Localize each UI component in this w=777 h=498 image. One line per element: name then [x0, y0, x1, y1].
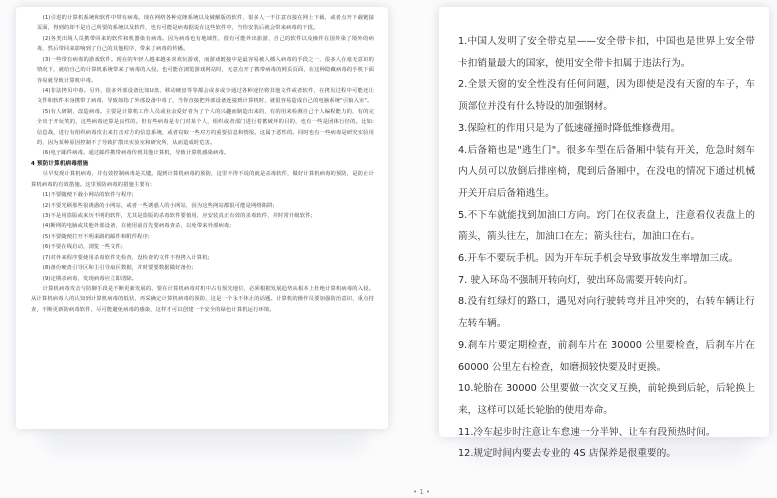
- paragraph: 计算机病毒攻击与防御手段是不断更新发展的，要在计算机病毒对机中占有预先地位，必须根据发展趋势从根本上杜绝计算机病毒的入侵。从计算机病毒人的认知到计算机病毒的低状，再采确定计算机病毒的预防，这是一个永不休止的话题。计算机的操作员要加强防治意识，重点持查，不断更新防病毒软件，尽可能避免病毒的感染，这样才可以创建一个安全的绿色计算机运行环境。: [31, 285, 374, 313]
- list-item: 2.全景天窗的安全性没有任何问题，因为即使是没有天窗的车子，车顶部位并没有什么特设的加强钢材。: [458, 79, 755, 113]
- paragraph: (5)有人研制，改造病毒。主要是计算机工作人员或业余爱好者为了个人的兴趣而制造出来的，有的用来检测自己个人编程能力的，有的完全出于开玩笑的，这些病毒还算是良性的。但有些病毒是专门对某个人，组织或者部门进行着蓄破坏的目的，也有一些是团体行径的。比如:信息战，进行有组织病毒攻击来打击对方的信息系统，或者窃取一些对方的重要信息和情报。这属于恶性的。同时也有一些病毒是研究实验用的，因为某种原因控制不了导致扩散出实验室和研究所，从而造成时危害。: [36, 108, 374, 147]
- right-document-page: [439, 7, 769, 460]
- paragraph: (3)一些带有病毒的游戏软件。现在的年轻人越来越多喜欢玩游戏，而游戏链接中是最容易被人插入病毒的手段之一，很多人在毫无意识的情况下，就给自己的计算机系统带来了病毒的入侵。也可能在浏览游戏网站时，无意点开了携带病毒的网页页面，在这种隐藏病毒的手机下面容易就导致计算机中毒。: [36, 56, 374, 84]
- list-item: 10.轮胎在 30000 公里要做一次交叉互换，前轮换到后轮，后轮换上来，这样可以延长轮胎的使用寿命。: [458, 383, 755, 416]
- paragraph: (9)定期杀病毒，发现病毒应立即清除。: [42, 275, 138, 282]
- paragraph: (4)非法拷贝中毒。另外，很多外部设备比如U盘，移动硬盘等等都会或多或少通过各种途径将其他文件或者软件，在拷贝过程中可能还让文件和软件本身携带了病毒，导致如指了外部设备中毒了，当你直接把外部设备连接到计算机时，就很容易造成自己的电脑系统"引狼入室"。: [36, 87, 374, 105]
- left-document-page: [16, 7, 388, 429]
- right-document-body: [458, 31, 755, 465]
- left-page-shadow: [40, 428, 370, 452]
- paragraph: (5)不要随便打开不明来路的邮件和附件程序;: [42, 233, 150, 240]
- list-item: 8.没有红绿灯的路口，遇见对向行驶转弯并且冲突的，右转车辆让行左转车辆。: [458, 296, 755, 330]
- paragraph: (1)引进的计算机系统和软件中带有病毒。现在网络各种克隆系统以及破解版的软件，很多人一不注意直接在网上下载，或者点开下载链接页面，得到的却不是自己所要的系统以及软件，也有可能是病毒据说在这些软件中，当你安装后就会带来病毒的干扰。: [36, 15, 374, 32]
- paragraph: (8)备份硬盘引导区和主引导扇区数据，并时要要数据做好备份;: [42, 265, 194, 272]
- list-item: 1.中国人发明了安全带克星——安全带卡扣，中国也是世界上安全带卡扣销量最大的国家，使用安全带卡扣属于违法行为。: [458, 36, 755, 69]
- paragraph: (6)电子邮件病毒。通过邮件携带病毒传到其他计算机，导致计算机感染病毒。: [42, 150, 230, 157]
- paragraph: (4)断网的电脑或其他外部设备，在使用前首先要病毒查杀，以免带来外部病毒;: [42, 223, 232, 230]
- list-item: 7. 驶入环岛不强制开转向灯，驶出环岛需要开转向灯。: [458, 274, 694, 286]
- list-item: 6.开车不要玩手机。因为开车玩手机会导致事故发生率增加三成。: [458, 253, 739, 265]
- list-item: 4.后备箱也是"逃生门"。很多车型在后备厢中装有开关，危急时刻车内人员可以放倒后排座椅，爬到后备厢中，在没电的情况下通过机械开关开启后备箱逃生。: [458, 144, 755, 199]
- list-item: 5.不下车就能找到加油口方向。窍门在仪表盘上，注意看仪表盘上的箭头，箭头往左，加油口在左；箭头往右，加油口在右。: [458, 209, 755, 243]
- paragraph: 尽早发现计算机病毒，并有效控制病毒是关键。提到计算机病毒的预防，这里不得不说的就是杀毒软件，做好计算机病毒的预防，是防止计算机病毒的有效措施。这里预防病毒的措施主要有:: [31, 171, 374, 188]
- paragraph: (7)对外来程序要使用杀毒软件先检查，没检查的文件不得拷入计算机;: [42, 254, 210, 261]
- left-document-body: [31, 13, 374, 315]
- list-item: 11.冷车起步时注意让车怠速一分半钟、让车有段预热时间。: [458, 426, 716, 438]
- page-number: • 1 •: [413, 488, 431, 496]
- list-item: 3.保险杠的作用只是为了低速碰撞时降低维修费用。: [458, 122, 681, 134]
- paragraph: (2)各类出境人员携带回来的软件和机器染有病毒。因为病毒也有地域性，很有可能外出旅游，自己的软件以及操作在国外染了境外的病毒，然后带回来影响到了自己的其他程序，带来了病毒的传播。: [36, 35, 374, 53]
- list-item: 12.规定时间内要去专业的 4S 店保养是很重要的。: [458, 448, 676, 460]
- paragraph: (2)不要光顾那些很诱惑的小网站，或者一些诱惑人的小网站，因为这些网站都很可能是网络陷阱;: [42, 202, 275, 209]
- list-item: 9.刹车片要定期检查，前刹车片在 30000 公里要检查，后刹车片在 60000 公里左右检查，如磨损较快要及时更换。: [458, 339, 755, 373]
- paragraph: (3)不是用盗版或来历不明的软件，尤其是盗版的杀毒软件要慎用，应安装真正有效的杀毒软件，并时常升级软件;: [42, 213, 313, 220]
- section-heading: 4 预防计算机病毒措施: [31, 160, 89, 167]
- paragraph: (6)不要在线启动，浏览一些文件;: [42, 244, 123, 251]
- paragraph: (1)不要随便下载小网站的软件与程序;: [42, 192, 134, 199]
